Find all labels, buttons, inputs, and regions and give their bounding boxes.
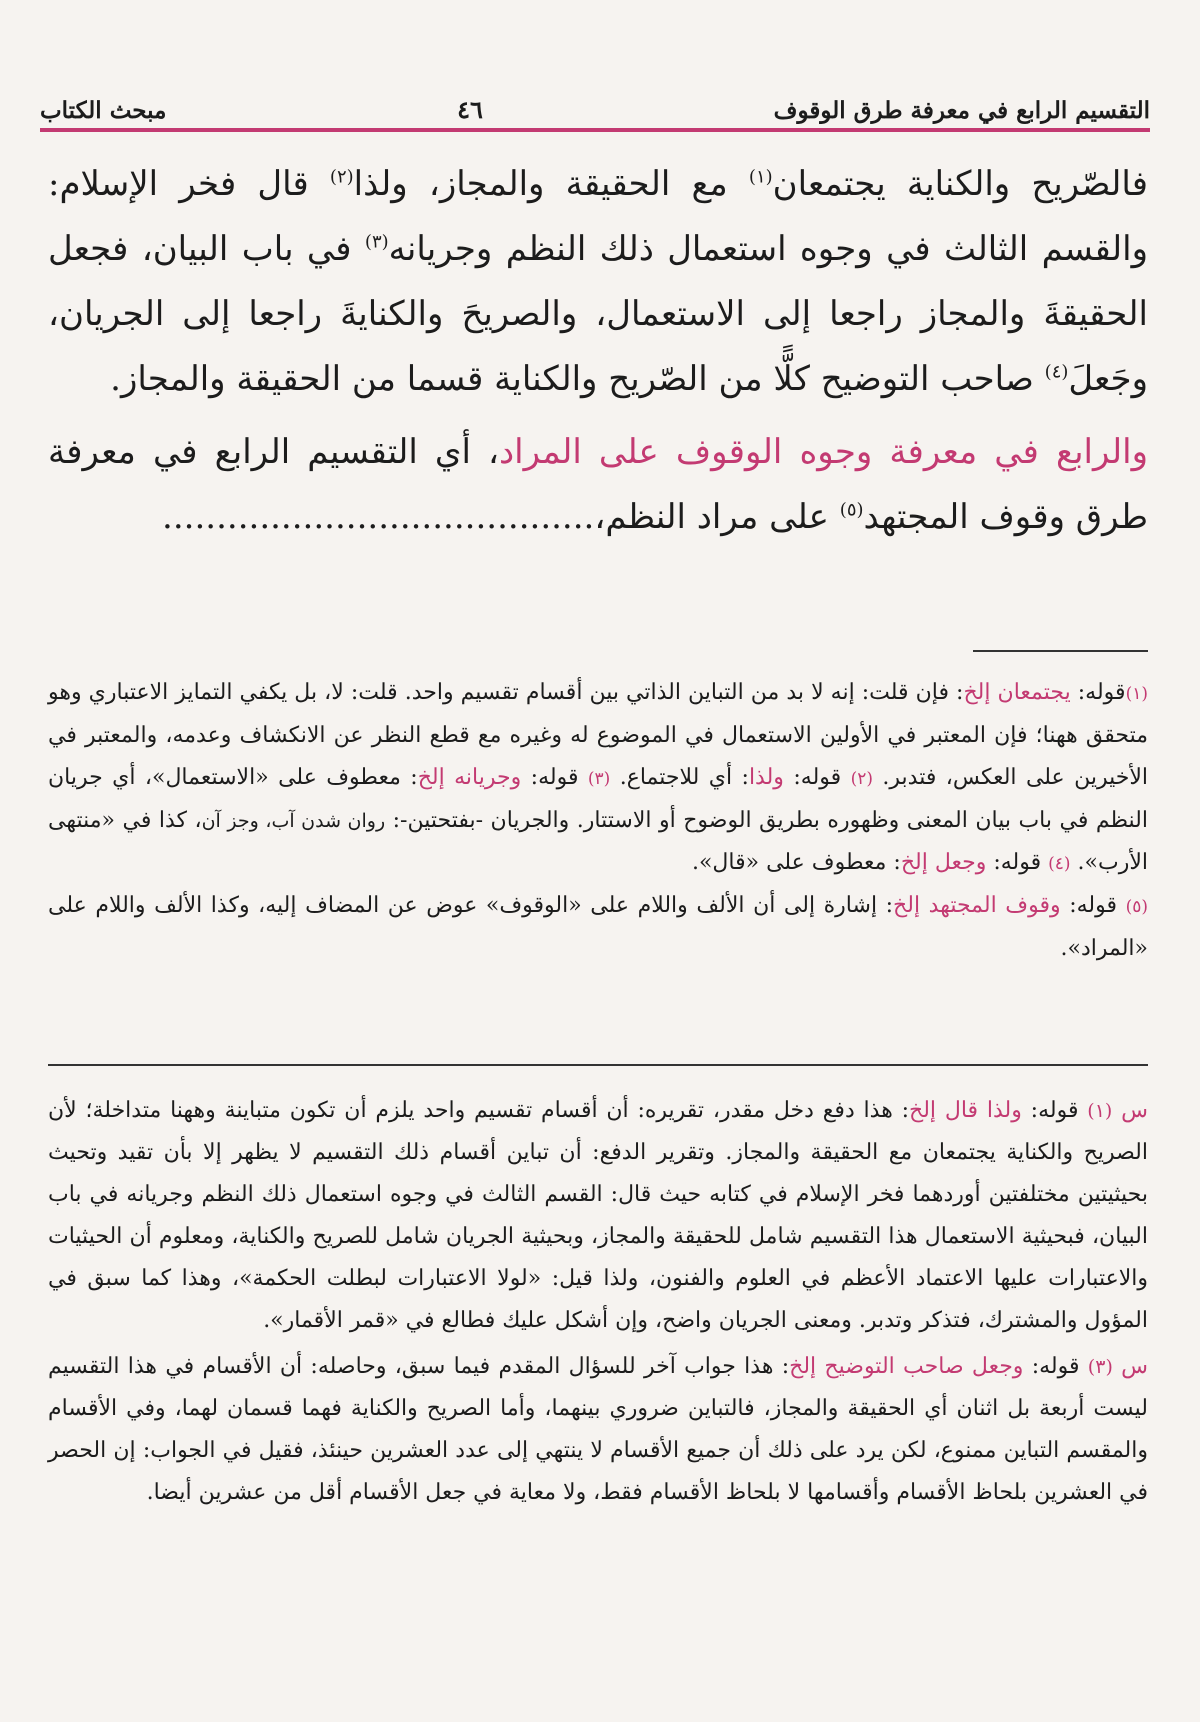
- commentary-prefix: س: [1112, 1098, 1148, 1123]
- footnote-number: (٣): [587, 769, 611, 789]
- header-section: مبحث الكتاب: [40, 97, 167, 124]
- commentary-key: وجعل صاحب التوضيح إلخ: [789, 1354, 1024, 1379]
- footnote-ref-3[interactable]: (٣): [364, 231, 389, 253]
- footnote-number: (٥): [1125, 897, 1148, 917]
- main-text-span: على مراد النظم،........................................: [162, 497, 840, 537]
- persian-gloss: روان شدن آب، وجز آن: [201, 810, 386, 832]
- footnote-text: : معطوف على «الاستعمال»، أي جريان النظم في باب بيان المعنى وظهوره بطريق الوضوح أو الاستتار. والجريان -بفتحتين-:: [48, 765, 1148, 833]
- footnote-ref-4[interactable]: (٤): [1044, 361, 1069, 383]
- footnote-text: : فإن قلت: إنه لا بد من التباين الذاتي بين أقسام تقسيم واحد. قلت: لا، بل يكفي التمايز الاعتباري وهو متحقق ههنا؛ فإن المعتبر في الأولين الاستعمال في الموضوع له وغيره مع قطع النظر عن الانكشاف وعدمه، والمعتبر في الأخيرين على العكس، فتدبر.: [48, 680, 1149, 790]
- main-paragraph-2: [48, 420, 1148, 550]
- commentary-number: (١): [1087, 1100, 1113, 1122]
- main-text-span: قال فخر الإسلام: والقسم الثالث في وجوه استعمال ذلك النظم وجريانه: [48, 164, 1148, 269]
- commentary-separator: [48, 1064, 1148, 1066]
- footnote-lead: قوله:: [783, 765, 851, 790]
- footnote-number: (٢): [850, 769, 873, 789]
- main-paragraph-1: [48, 152, 1148, 412]
- commentary-prefix: س: [1112, 1354, 1148, 1379]
- footnote-text: : أي للاجتماع.: [610, 765, 749, 790]
- footnote-number: (١): [1125, 684, 1148, 704]
- commentary-number: (٣): [1087, 1356, 1113, 1378]
- running-header: [40, 84, 1150, 124]
- commentary-text: : هذا جواب آخر للسؤال المقدم فيما سبق، وحاصله: أن الأقسام في هذا التقسيم ليست أربعة بل اثنان أي الحقيقة والمجاز، فالتباين ضروري بينهما، وأما الصريح والكناية فهما قسمان لهما، وفي الأقسام والمقسم التباين ممنوع، لكن يرد على ذلك أن جميع الأقسام لا ينتهي إلى عدد العشرين حينئذ، فقيل في الجواب: إن الحصر في العشرين بلحاظ الأقسام وأقسامها لا بلحاظ الأقسام فقط، ولا معاية في جعل الأقسام أقل من عشرين أيضا.: [48, 1354, 1148, 1505]
- footnote-key: وجريانه إلخ: [417, 765, 522, 790]
- footnote-ref-5[interactable]: (٥): [839, 499, 864, 521]
- footnote-ref-2[interactable]: (٢): [329, 166, 354, 188]
- footnotes: [48, 672, 1148, 970]
- main-text-span: ، أي التقسيم الرابع في معرفة طرق وقوف المجتهد: [48, 432, 1148, 537]
- commentary-block-2: [48, 1346, 1148, 1514]
- commentary-key: ولذا قال إلخ: [909, 1098, 1022, 1123]
- footnote-number: (٤): [1048, 854, 1071, 874]
- footnote-key: وقوف المجتهد إلخ: [893, 893, 1061, 918]
- footnote-key: ولذا: [748, 765, 784, 790]
- footnote-lead: قوله:: [521, 765, 588, 790]
- commentary-text: : هذا دفع دخل مقدر، تقريره: أن أقسام تقسيم واحد يلزم أن تكون متباينة وههنا متداخلة؛ لأن الصريح والكناية يجتمعان مع الحقيقة والمجاز. وتقرير الدفع: أن تباين أقسام ذلك التقسيم لا يظهر إلا بأن تقيد وتحيث بحيثيتين مختلفتين أوردهما فخر الإسلام في كتابه حيث قال: القسم الثالث في وجوه استعمال ذلك النظم وجريانه في باب البيان، فبحيثية الاستعمال هذا التقسيم شامل للحقيقة والمجاز، وبحيثية الجريان شامل للصريح والكناية، ومعلوم أن الحيثيات والاعتبارات عليها الاعتماد الأعظم في العلوم والفنون، ولذا قيل: «لولا الاعتبارات لبطلت الحكمة»، وهذا كما سبق في المؤول والمشترك، فتذكر وتدبر. ومعنى الجريان واضح، وإن أشكل عليك فطالع في «قمر الأقمار».: [48, 1098, 1148, 1333]
- matn-quote: والرابع في معرفة وجوه الوقوف على المراد: [499, 432, 1148, 472]
- main-text: [48, 152, 1148, 550]
- commentary-block-1: [48, 1090, 1148, 1342]
- footnote-key: وجعل إلخ: [900, 850, 987, 875]
- footnote-lead: قوله:: [1070, 680, 1126, 705]
- footnote-text: ، كذا في «منتهى الأرب».: [48, 808, 1148, 875]
- footnote-key: يجتمعان إلخ: [963, 680, 1071, 705]
- commentary: [48, 1090, 1148, 1518]
- page-number: ٤٦: [457, 95, 483, 124]
- header-title: التقسيم الرابع في معرفة طرق الوقوف: [773, 97, 1150, 124]
- footnote-text: : معطوف على «قال».: [691, 850, 901, 875]
- footnote-separator: [973, 650, 1148, 652]
- main-text-span: في باب البيان، فجعل الحقيقةَ والمجاز راجعا إلى الاستعمال، والصريحَ والكنايةَ راجعا إلى الجريان، وجَعلَ: [48, 229, 1148, 399]
- footnote-ref-1[interactable]: (١): [748, 166, 773, 188]
- header-rule: [40, 128, 1150, 132]
- footnote-lead: قوله:: [1060, 893, 1126, 918]
- footnote-text: : إشارة إلى أن الألف واللام على «الوقوف» عوض عن المضاف إليه، وكذا الألف واللام على «المراد».: [48, 893, 1148, 961]
- footnote-lead: قوله:: [986, 850, 1049, 875]
- footnote-block-1: [48, 672, 1148, 885]
- footnote-block-5: [48, 885, 1148, 970]
- commentary-lead: قوله:: [1023, 1354, 1088, 1379]
- main-text-span: فالصّريح والكناية يجتمعان: [772, 164, 1148, 204]
- main-text-span: صاحب التوضيح كلًّا من الصّريح والكناية قسما من الحقيقة والمجاز.: [110, 359, 1045, 399]
- commentary-lead: قوله:: [1021, 1098, 1088, 1123]
- main-text-span: مع الحقيقة والمجاز، ولذا: [353, 164, 749, 204]
